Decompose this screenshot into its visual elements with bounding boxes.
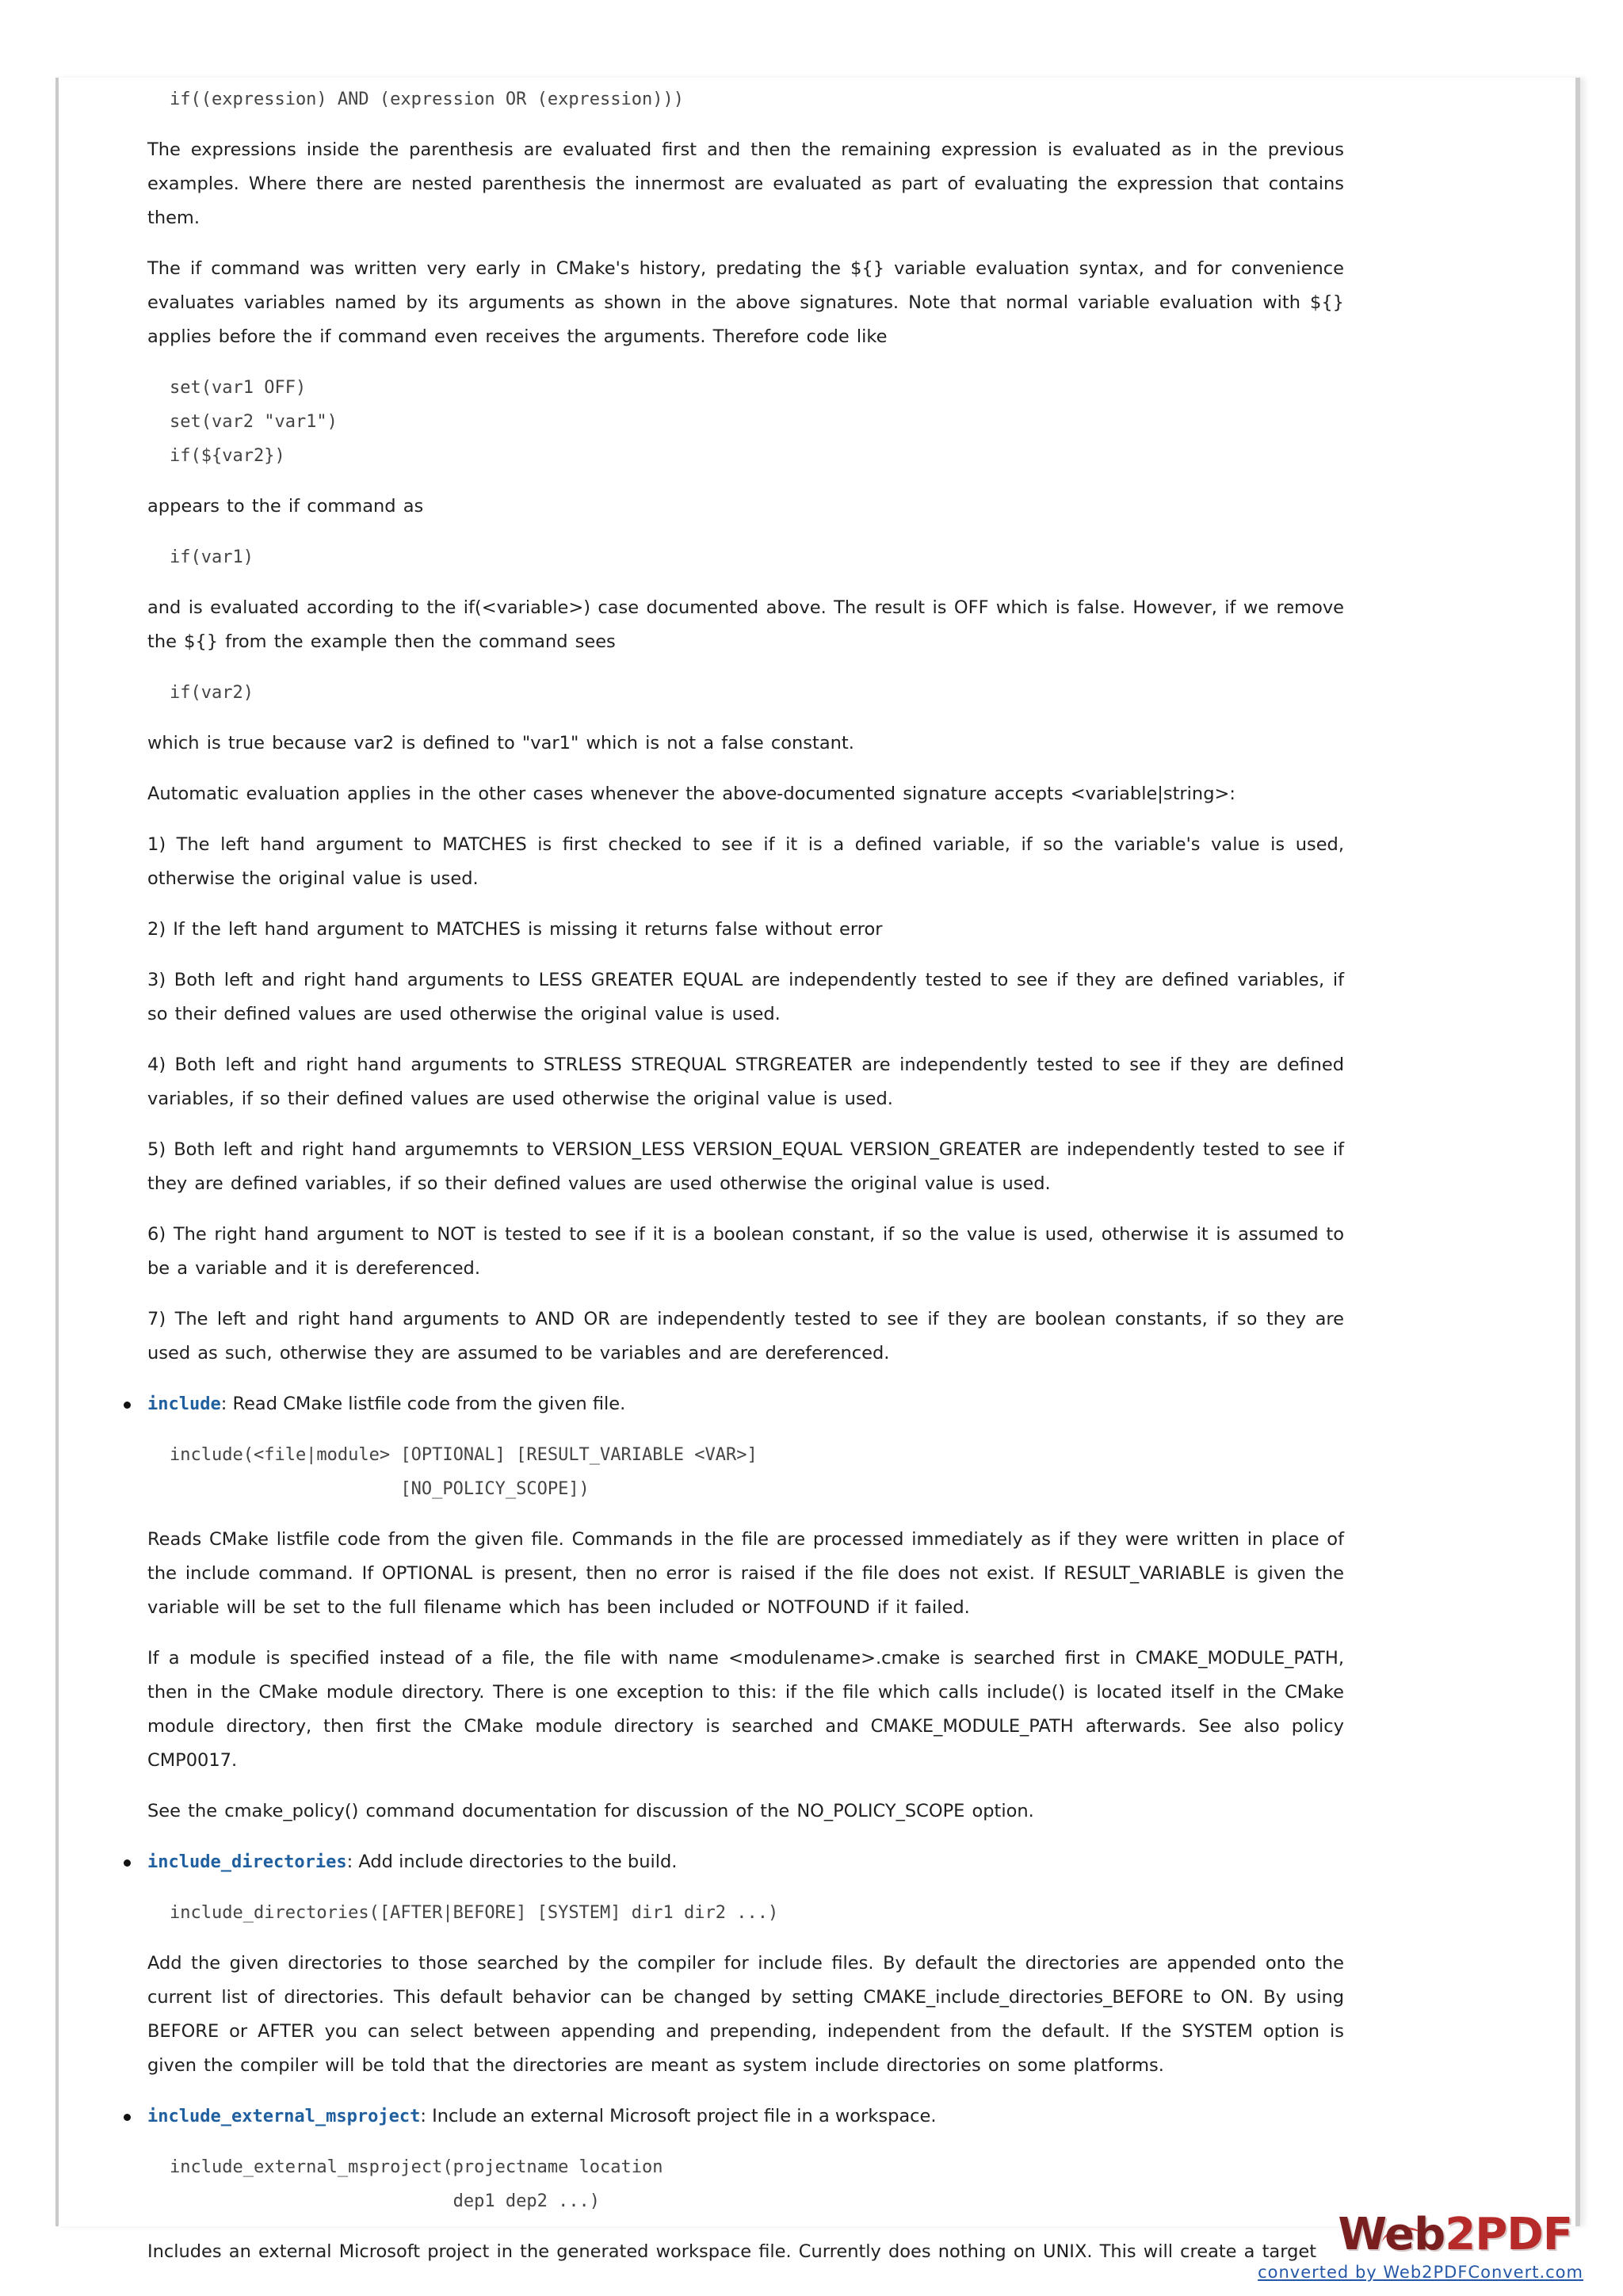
bullet-icon	[124, 1402, 131, 1409]
paragraph: 3) Both left and right hand arguments to LESS GREATER EQUAL are independently tested to see if they are defined variables, if so their defined values are used otherwise the original value is used.	[147, 970, 1344, 1024]
paragraph: See the cmake_policy() command documentation for discussion of the NO_POLICY_SCOPE option.	[147, 1801, 1034, 1821]
footer	[1258, 2209, 1583, 2282]
paragraph: Automatic evaluation applies in the other cases whenever the above-documented signature accepts <variable|string>:	[147, 784, 1235, 804]
paragraph: 5) Both left and right hand argumemnts to VERSION_LESS VERSION_EQUAL VERSION_GREATER are independently tested to see if they are defined variables, if so their defined values are used otherwise the original value is used.	[147, 1139, 1344, 1194]
paragraph: The if command was written very early in CMake's history, predating the ${} variable evaluation syntax, and for convenience evaluates variables named by its arguments as shown in the above signatures. Note that normal variable evaluation with ${} applies before the if command even receives the arguments. Therefore code like	[147, 258, 1344, 347]
code-block: if((expression) AND (expression OR (expression)))	[170, 90, 685, 109]
paragraph: appears to the if command as	[147, 496, 424, 517]
command-item	[147, 2100, 1344, 2134]
paragraph: which is true because var2 is defined to "var1" which is not a false constant.	[147, 733, 854, 753]
code-block: if(var2)	[170, 683, 254, 703]
document-body	[147, 82, 1344, 2286]
command-name-link[interactable]: include_directories	[147, 1852, 347, 1872]
code-block: include_directories([AFTER|BEFORE] [SYSTEM] dir1 dir2 ...)	[170, 1903, 779, 1923]
bullet-icon	[124, 2114, 131, 2121]
web2pdf-logo	[1338, 2209, 1583, 2260]
paragraph: 4) Both left and right hand arguments to STRLESS STREQUAL STRGREATER are independently tested to see if they are defined variables, if so their defined values are used otherwise the original value is used.	[147, 1055, 1344, 1109]
command-name-link[interactable]: include	[147, 1394, 221, 1414]
bullet-icon	[124, 1859, 131, 1867]
paragraph: 6) The right hand argument to NOT is tested to see if it is a boolean constant, if so the value is used, otherwise it is assumed to be a variable and it is dereferenced.	[147, 1224, 1344, 1279]
paragraph: 1) The left hand argument to MATCHES is first checked to see if it is a defined variable, if so the variable's value is used, otherwise the original value is used.	[147, 834, 1344, 889]
code-block: if(var1)	[170, 547, 254, 567]
paragraph: If a module is specified instead of a file, the file with name <modulename>.cmake is searched first in CMAKE_MODULE_PATH, then in the CMake module directory. There is one exception to this: if the file which calls include() is located itself in the CMake module directory, then first the CMake module directory is searched and CMAKE_MODULE_PATH afterwards. See also policy CMP0017.	[147, 1648, 1344, 1771]
paragraph: 2) If the left hand argument to MATCHES is missing it returns false without error	[147, 919, 883, 940]
command-item	[147, 1387, 1344, 1421]
command-name-link[interactable]: include_external_msproject	[147, 2107, 421, 2126]
paragraph: Add the given directories to those searched by the compiler for include files. By default the directories are appended onto the current list of directories. This default behavior can be changed by setting CMAKE_include_directories_BEFORE to ON. By using BEFORE or AFTER you can select between appending and prepending, independent from the default. If the SYSTEM option is given the compiler will be told that the directories are meant as system include directories on some platforms.	[147, 1953, 1344, 2076]
paragraph: 7) The left and right hand arguments to AND OR are independently tested to see if they are boolean constants, if so they are used as such, otherwise they are assumed to be variables and are dereferenced.	[147, 1309, 1344, 1363]
paragraph: and is evaluated according to the if(<variable>) case documented above. The result is OFF which is false. However, if we remove the ${} from the example then the command sees	[147, 597, 1344, 652]
paragraph: Reads CMake listfile code from the given file. Commands in the file are processed immediately as if they were written in place of the include command. If OPTIONAL is present, then no error is raised if the file does not exist. If RESULT_VARIABLE is given the variable will be set to the full filename which has been included or NOTFOUND if it failed.	[147, 1529, 1344, 1618]
logo-text: Web2PDF	[1338, 2209, 1572, 2260]
command-description: : Include an external Microsoft project file in a workspace.	[420, 2106, 937, 2126]
paragraph: Includes an external Microsoft project in the generated workspace file. Currently does nothing on UNIX. This will create a target	[147, 2241, 1317, 2262]
command-item	[147, 1845, 1344, 1879]
converted-by-link[interactable]: converted by Web2PDFConvert.com	[1258, 2263, 1583, 2282]
paragraph: The expressions inside the parenthesis are evaluated first and then the remaining expression is evaluated as in the previous examples. Where there are nested parenthesis the innermost are evaluated as part of evaluating the expression that contains them.	[147, 139, 1344, 228]
code-block: include(<file|module> [OPTIONAL] [RESULT_VARIABLE <VAR>] [NO_POLICY_SCOPE])	[170, 1445, 758, 1499]
command-description: : Read CMake listfile code from the given file.	[220, 1394, 626, 1414]
code-block: set(var1 OFF) set(var2 "var1") if(${var2})	[170, 378, 338, 466]
code-block: include_external_msproject(projectname location dep1 dep2 ...)	[170, 2157, 663, 2211]
command-description: : Add include directories to the build.	[346, 1852, 678, 1872]
